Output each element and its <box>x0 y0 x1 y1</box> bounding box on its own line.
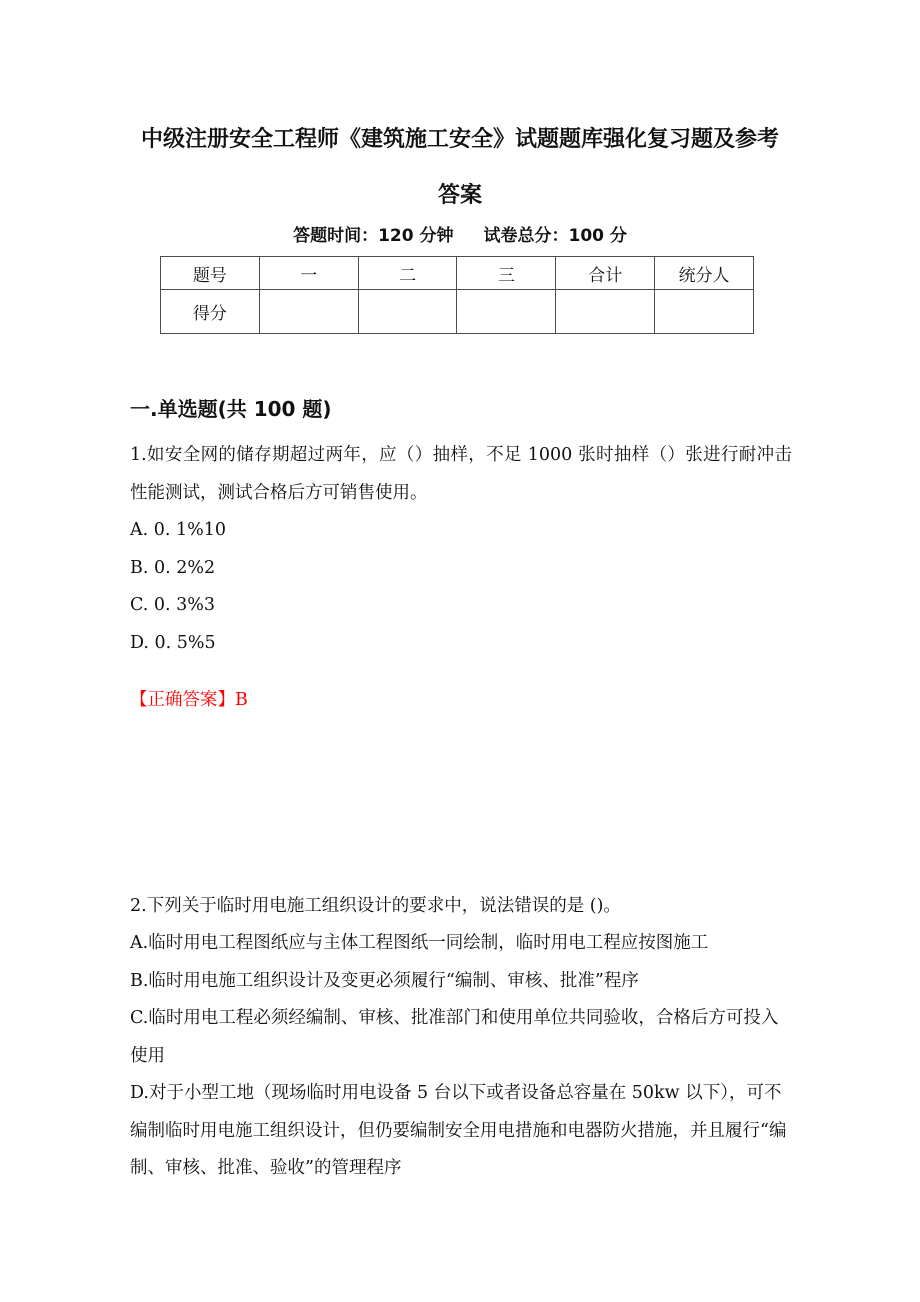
score-cell-empty <box>556 290 655 334</box>
score-table-header-row <box>161 257 754 290</box>
question-1-option-d: D. 0. 5%5 <box>130 632 216 653</box>
score-cell-empty <box>358 290 457 334</box>
question-2-option-d: D.对于小型工地（现场临时用电设备 5 台以下或者设备总容量在 50kw 以下），可不编制临时用电施工组织设计，但仍要编制安全用电措施和电器防火措施，并且履行“编制、审核、批准、验收”的管理程序 <box>130 1083 787 1178</box>
exam-total-score-label: 试卷总分：100 分 <box>483 226 627 246</box>
score-cell-empty <box>655 290 754 334</box>
document-title-line-1: 中级注册安全工程师《建筑施工安全》试题题库强化复习题及参考 <box>140 127 779 152</box>
score-table-header-part-3: 三 <box>457 257 556 290</box>
question-2-option-a: A.临时用电工程图纸应与主体工程图纸一同绘制，临时用电工程应按图施工 <box>130 933 709 953</box>
question-2 <box>130 888 792 1188</box>
score-table-score-row <box>161 290 754 334</box>
question-1-option-a: A. 0. 1%10 <box>130 520 227 540</box>
score-table-header-question-number: 题号 <box>161 257 260 290</box>
question-2-text: 2.下列关于临时用电施工组织设计的要求中，说法错误的是 ()。 <box>130 895 621 916</box>
correct-answer-value: B <box>235 690 248 710</box>
question-1-answer-line <box>130 682 792 720</box>
document-title <box>0 112 920 224</box>
question-2-option-c: C.临时用电工程必须经编制、审核、批准部门和使用单位共同验收，合格后方可投入使用 <box>130 1008 779 1066</box>
score-table <box>160 256 754 334</box>
exam-time-label: 答题时间：120 分钟 <box>293 226 454 246</box>
score-cell-empty <box>259 290 358 334</box>
score-row-label: 得分 <box>161 290 260 334</box>
score-table-header-scorer: 统分人 <box>655 257 754 290</box>
question-1 <box>130 437 792 720</box>
correct-answer-label: 【正确答案】 <box>130 690 235 710</box>
question-1-option-b: B. 0. 2%2 <box>130 557 216 578</box>
questions-content <box>130 437 792 1188</box>
question-1-option-c: C. 0. 3%3 <box>130 595 216 615</box>
score-cell-empty <box>457 290 556 334</box>
score-table-header-part-2: 二 <box>358 257 457 290</box>
document-title-line-2: 答案 <box>437 183 482 208</box>
score-table-header-total: 合计 <box>556 257 655 290</box>
question-1-text: 1.如安全网的储存期超过两年，应（）抽样，不足 1000 张时抽样（）张进行耐冲击性能测试，测试合格后方可销售使用。 <box>130 445 792 503</box>
score-table-header-part-1: 一 <box>259 257 358 290</box>
exam-info-line <box>0 224 920 248</box>
question-2-option-b: B.临时用电施工组织设计及变更必须履行“编制、审核、批准”程序 <box>130 970 639 991</box>
section-heading-single-choice: 一.单选题(共 100 题) <box>130 397 332 421</box>
